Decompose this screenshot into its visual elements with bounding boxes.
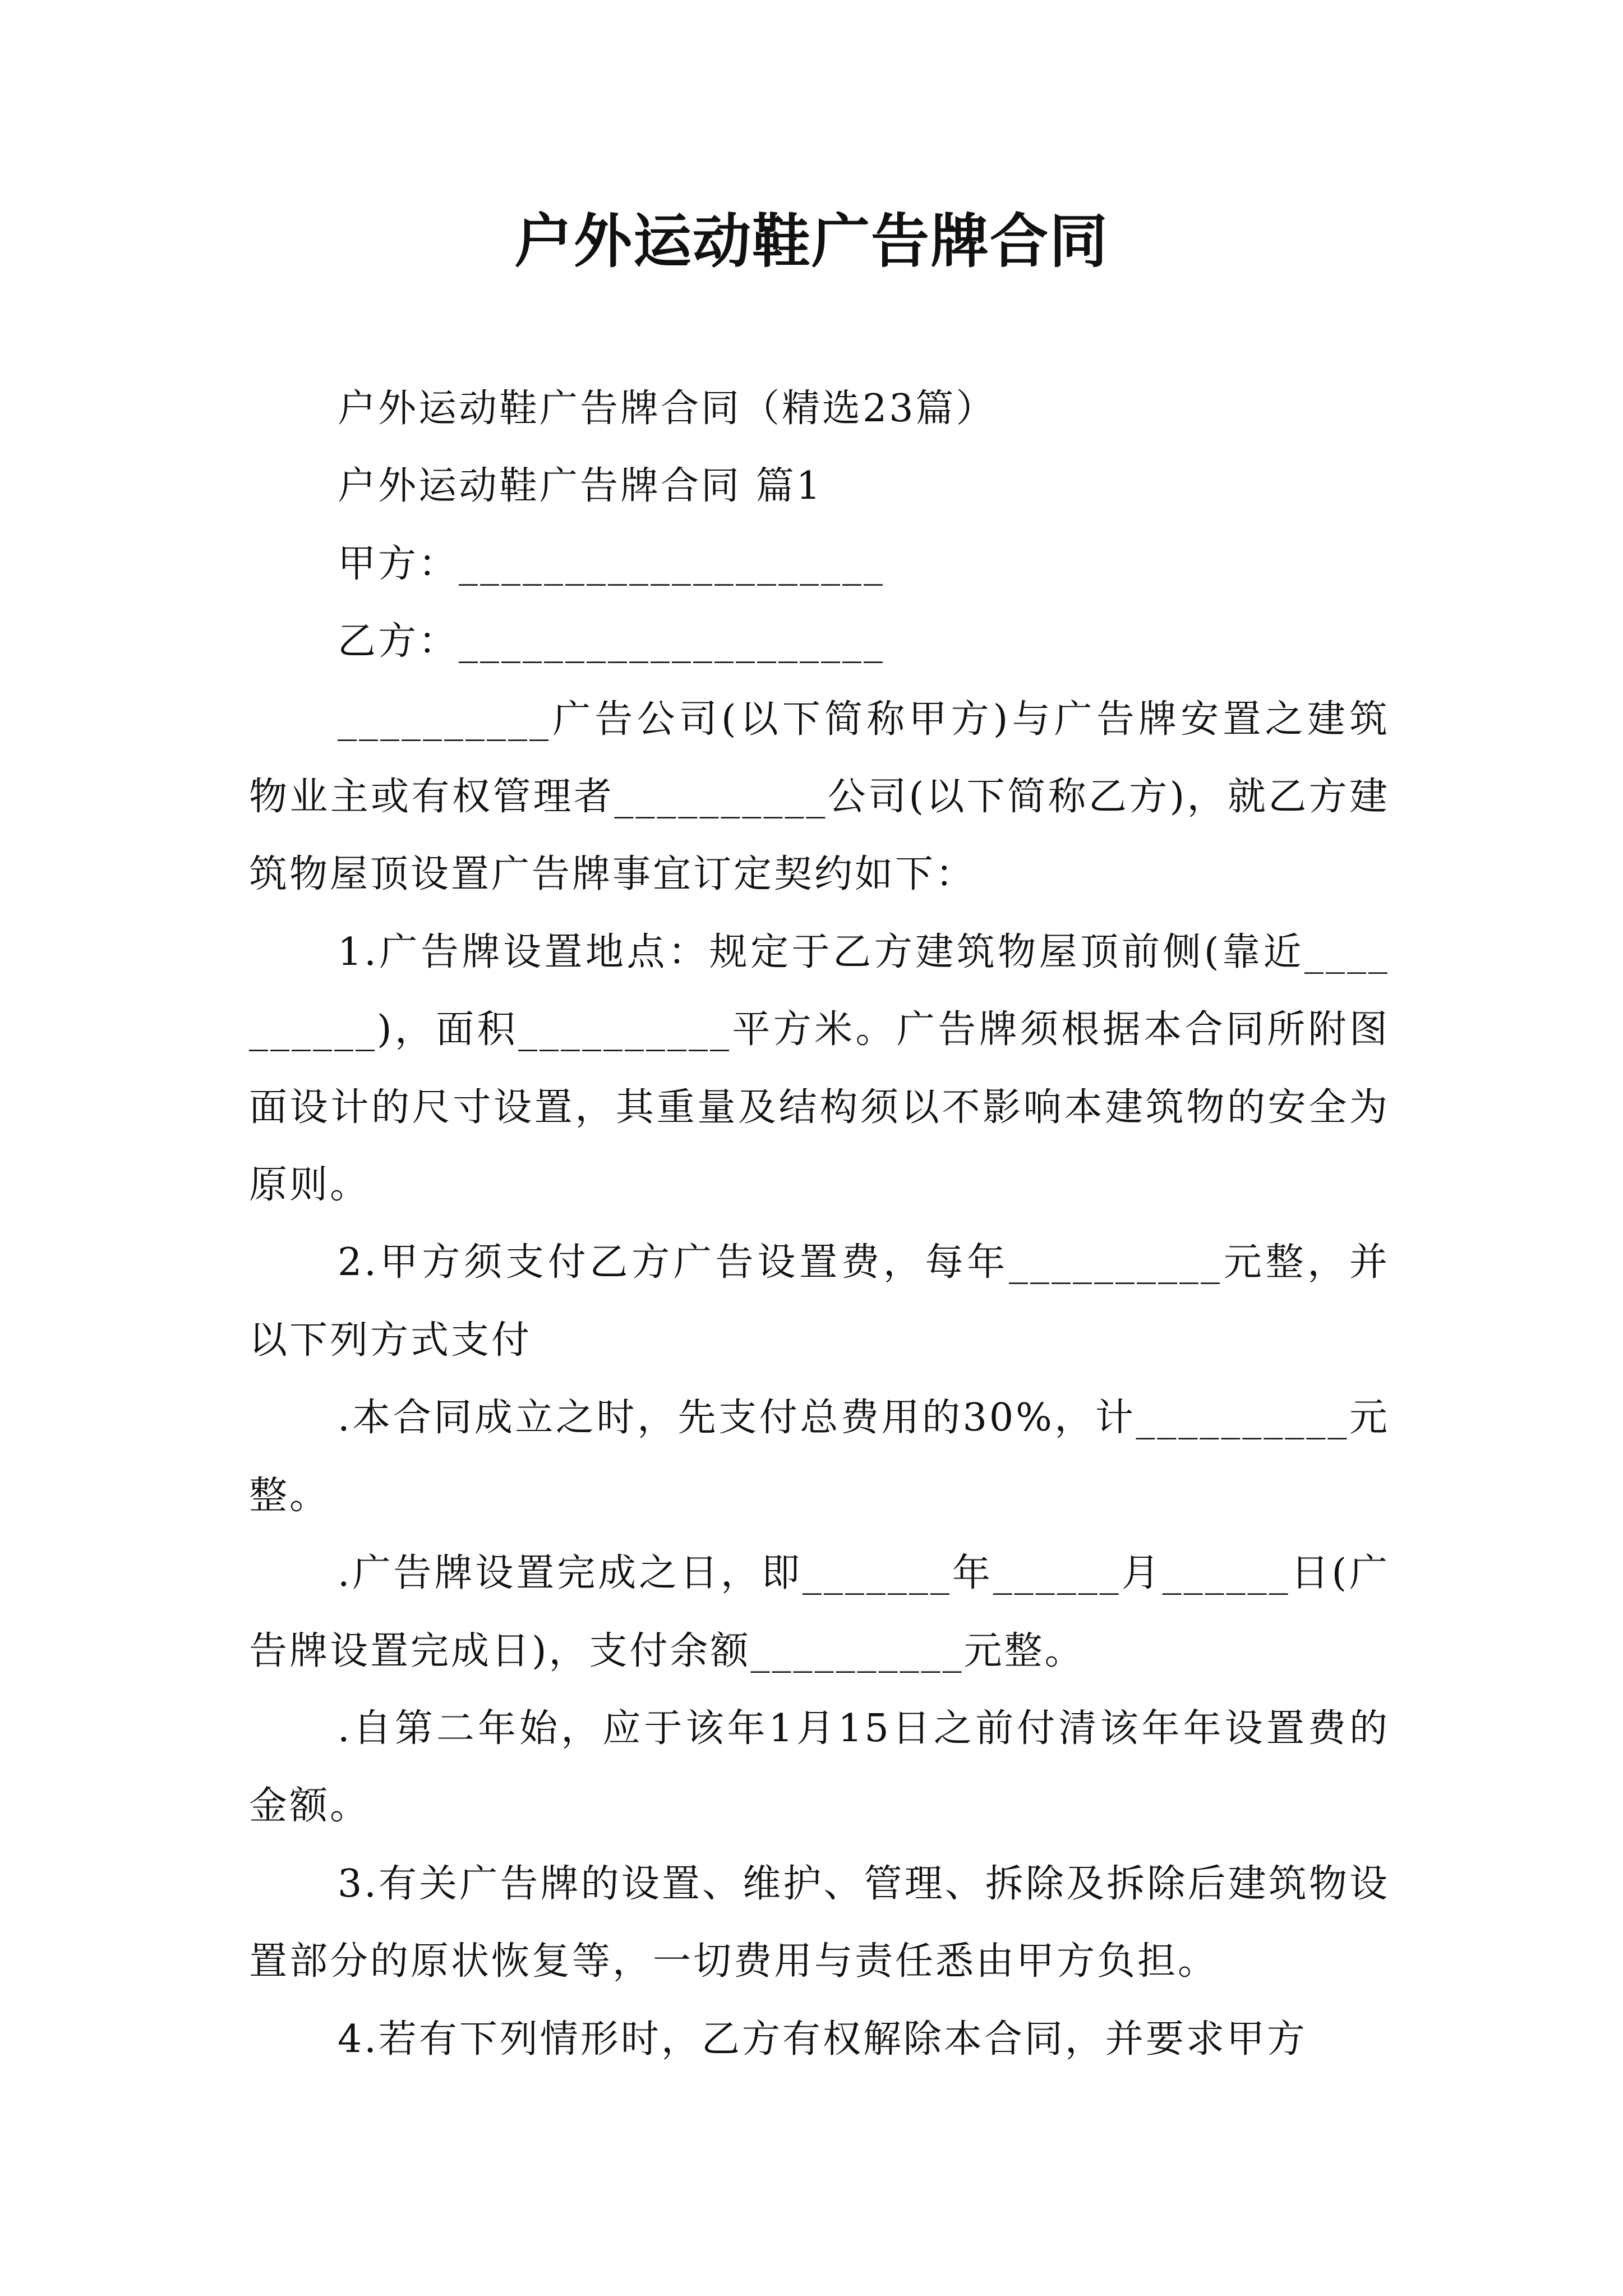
- paragraph-payment-1: .本合同成立之时，先支付总费用的30%，计__________元整。: [249, 1396, 1390, 1518]
- paragraph-section-heading: 户外运动鞋广告牌合同 篇1: [338, 464, 823, 509]
- paragraph-party-b: 乙方：____________________: [338, 619, 886, 664]
- paragraph-clause-3: 3.有关广告牌的设置、维护、管理、拆除及拆除后建筑物设置部分的原状恢复等，一切费用与责任悉由甲方负担。: [249, 1861, 1390, 1984]
- document-title: 户外运动鞋广告牌合同: [514, 206, 1109, 275]
- paragraph-subtitle: 户外运动鞋广告牌合同（精选23篇）: [338, 386, 997, 431]
- paragraph-payment-2: .广告牌设置完成之日，即_______年______月______日(广告牌设置完成日)，支付余额__________元整。: [249, 1551, 1390, 1673]
- paragraph-clause-4: 4.若有下列情形时，乙方有权解除本合同，并要求甲方: [338, 2017, 1307, 2062]
- paragraph-preamble: __________广告公司(以下简称甲方)与广告牌安置之建筑物业主或有权管理者__________公司(以下简称乙方)，就乙方建筑物屋顶设置广告牌事宜订定契约如下：: [249, 697, 1390, 897]
- document-body: [249, 370, 1390, 2078]
- paragraph-payment-3: .自第二年始，应于该年1月15日之前付清该年年设置费的金额。: [249, 1706, 1390, 1829]
- paragraph-clause-1: 1.广告牌设置地点：规定于乙方建筑物屋顶前侧(靠近__________)，面积__________平方米。广告牌须根据本合同所附图面设计的尺寸设置，其重量及结构须以不影响本建筑物的安全为原则。: [249, 930, 1390, 1208]
- paragraph-party-a: 甲方：____________________: [338, 541, 886, 586]
- paragraph-clause-2: 2.甲方须支付乙方广告设置费，每年__________元整，并以下列方式支付: [249, 1240, 1390, 1363]
